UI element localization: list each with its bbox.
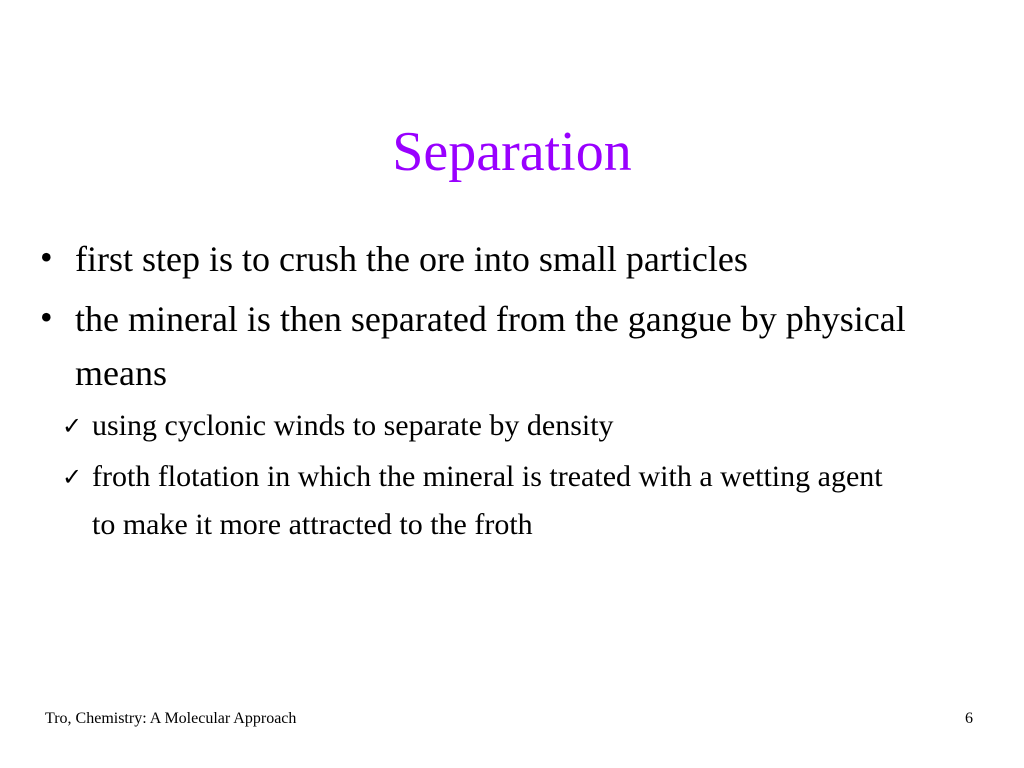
- bullet-list: [40, 232, 990, 555]
- slide-title: Separation: [392, 121, 632, 183]
- footer-source: Tro, Chemistry: A Molecular Approach: [45, 710, 297, 727]
- sub-bullet-item: [62, 402, 892, 450]
- bullet-text: first step is to crush the ore into small particles: [75, 239, 748, 279]
- bullet-item: [40, 232, 990, 286]
- bullet-icon: •: [40, 237, 53, 277]
- checkmark-icon: ✓: [62, 463, 83, 491]
- sub-bullet-list: [62, 402, 990, 549]
- bullet-text: the mineral is then separated from the gangue by physical means: [75, 299, 906, 393]
- page-number: 6: [965, 710, 973, 727]
- sub-bullet-text: using cyclonic winds to separate by density: [92, 409, 614, 442]
- sub-bullet-item: [62, 453, 892, 549]
- sub-bullet-text: froth flotation in which the mineral is treated with a wetting agent to make it more attracted to the froth: [92, 460, 883, 541]
- bullet-item: [40, 292, 990, 549]
- checkmark-icon: ✓: [62, 412, 83, 440]
- bullet-icon: •: [40, 297, 53, 337]
